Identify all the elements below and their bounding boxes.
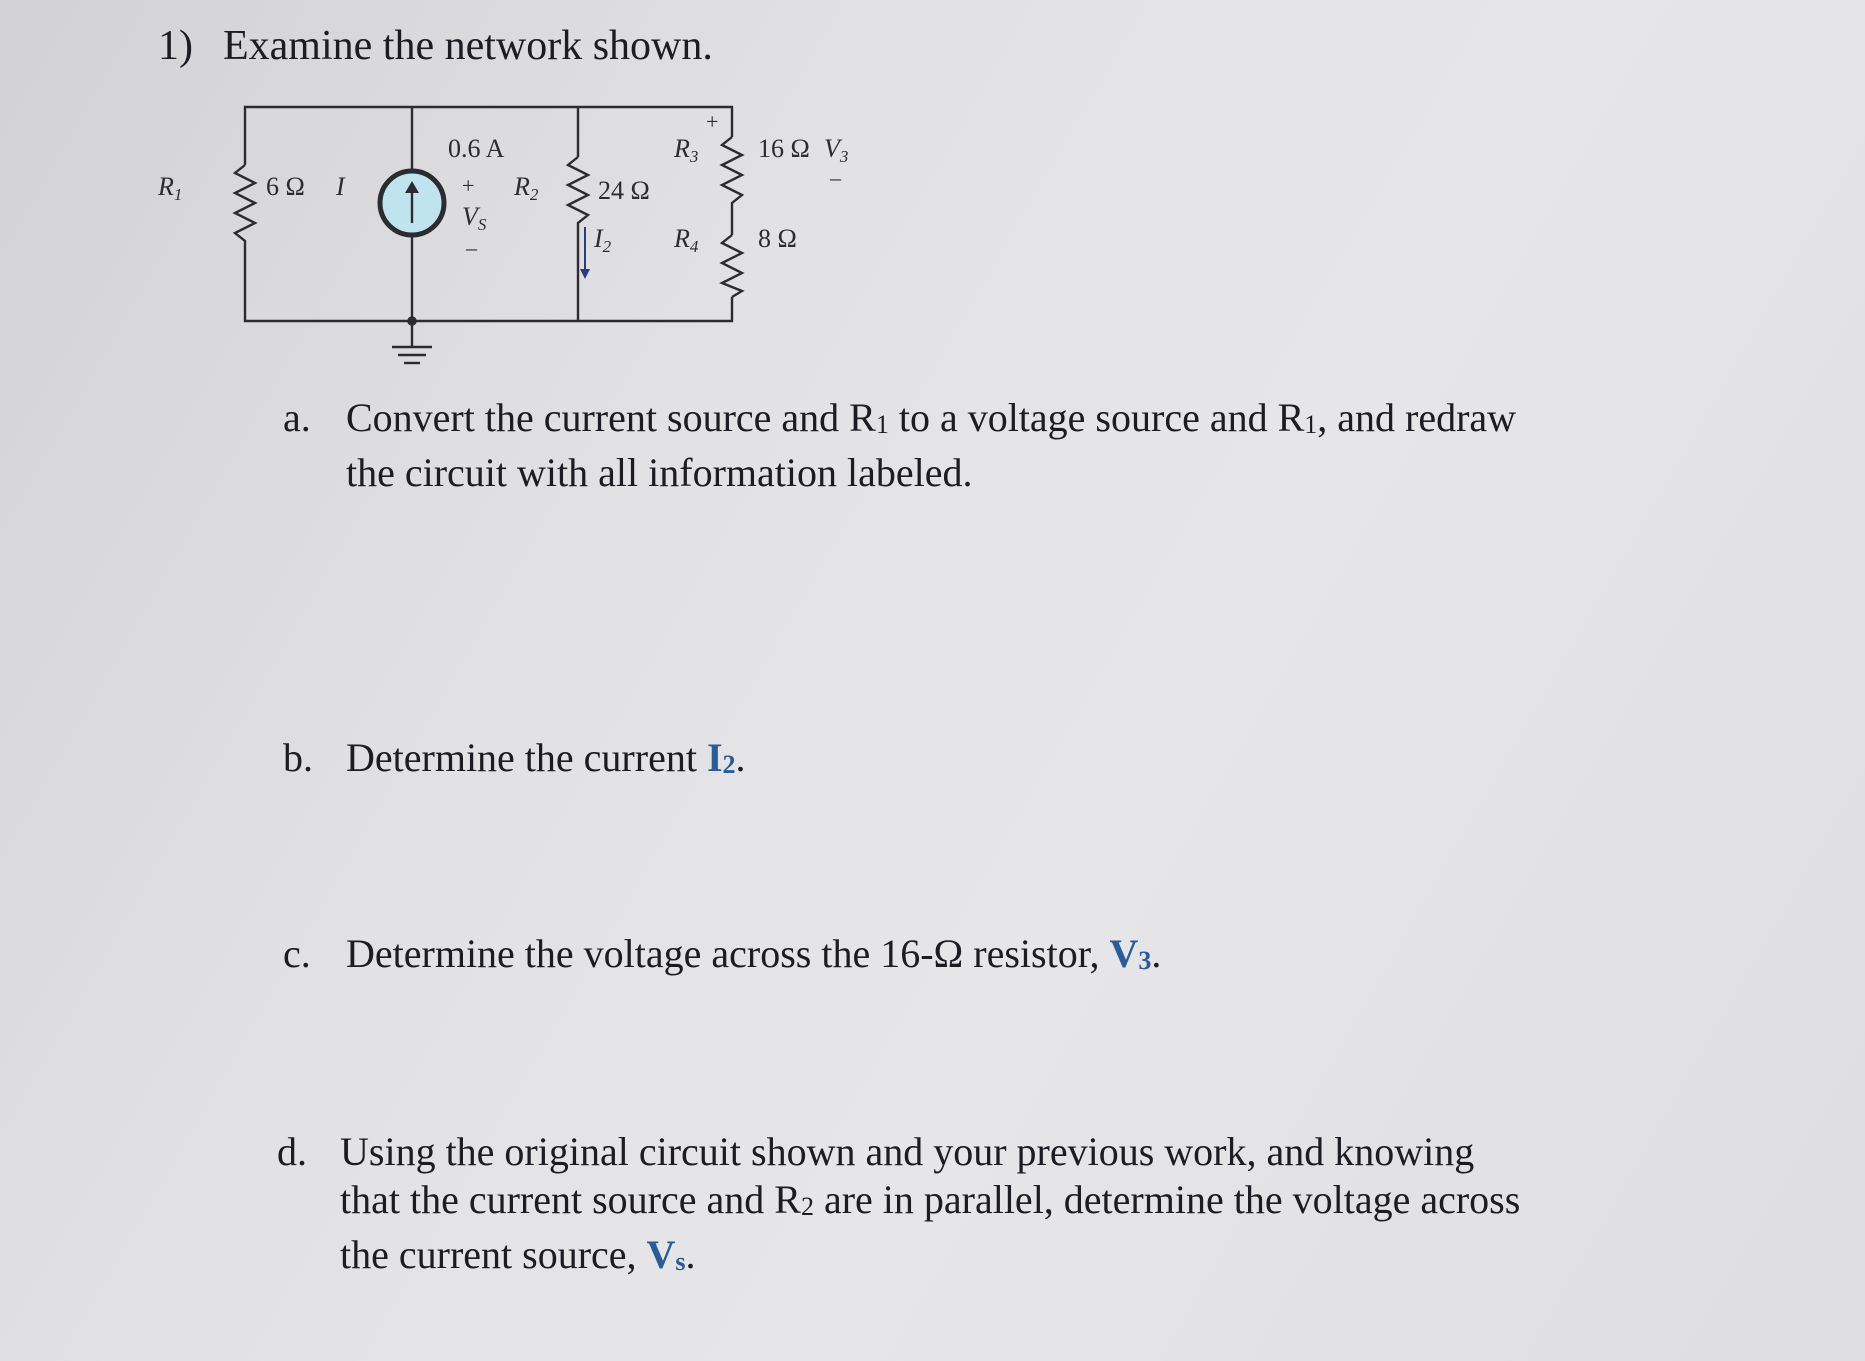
resistor-r3 <box>722 137 742 235</box>
i2-arrow-icon <box>580 227 590 279</box>
question-text: Examine the network shown. <box>223 23 713 69</box>
part-a-text: Convert the current source and $R_1$ to a voltage source and $R_1$, and redraw the circuit with all information labeled. <box>346 395 1517 495</box>
resistor-r4 <box>722 235 742 297</box>
vs-minus: – <box>466 235 477 260</box>
source-value: 0.6 A <box>448 134 505 163</box>
part-b-text: Determine the current $I_2$. <box>346 735 746 780</box>
resistor-r1 <box>235 165 255 247</box>
r4-value: 8 Ω <box>758 224 797 253</box>
r3-value: 16 Ω <box>758 134 810 163</box>
part-c-letter: c. <box>283 931 311 976</box>
circuit-diagram <box>158 95 900 385</box>
vs-plus: + <box>462 173 475 198</box>
i2-label: I2 <box>594 224 612 256</box>
r2-label: R2 <box>514 172 539 204</box>
vs-label: VS <box>462 202 487 234</box>
current-source-icon <box>380 171 444 235</box>
question-number: 1) <box>158 23 193 69</box>
current-label: I <box>336 172 345 201</box>
part-c-text: Determine the voltage across the 16-Ω resistor, $V_3$. <box>346 931 1162 976</box>
r1-label: R1 <box>158 172 183 204</box>
v3-plus: + <box>706 109 719 134</box>
wire-bottom <box>245 247 732 321</box>
r2-value: 24 Ω <box>598 176 650 205</box>
question-title <box>158 22 713 70</box>
v3-minus: – <box>830 165 841 190</box>
part-b-letter: b. <box>283 735 313 780</box>
r3-label: R3 <box>674 134 699 166</box>
part-d-text: Using the original circuit shown and your previous work, and knowing that the current source and $R_2$ are in parallel, determine the voltage across the current source, $V_s$. <box>340 1129 1521 1277</box>
r4-label: R4 <box>674 224 699 256</box>
v3-label: V3 <box>824 134 849 166</box>
part-a-letter: a. <box>283 395 311 440</box>
part-d-letter: d. <box>277 1129 307 1174</box>
r1-value: 6 Ω <box>266 172 305 201</box>
